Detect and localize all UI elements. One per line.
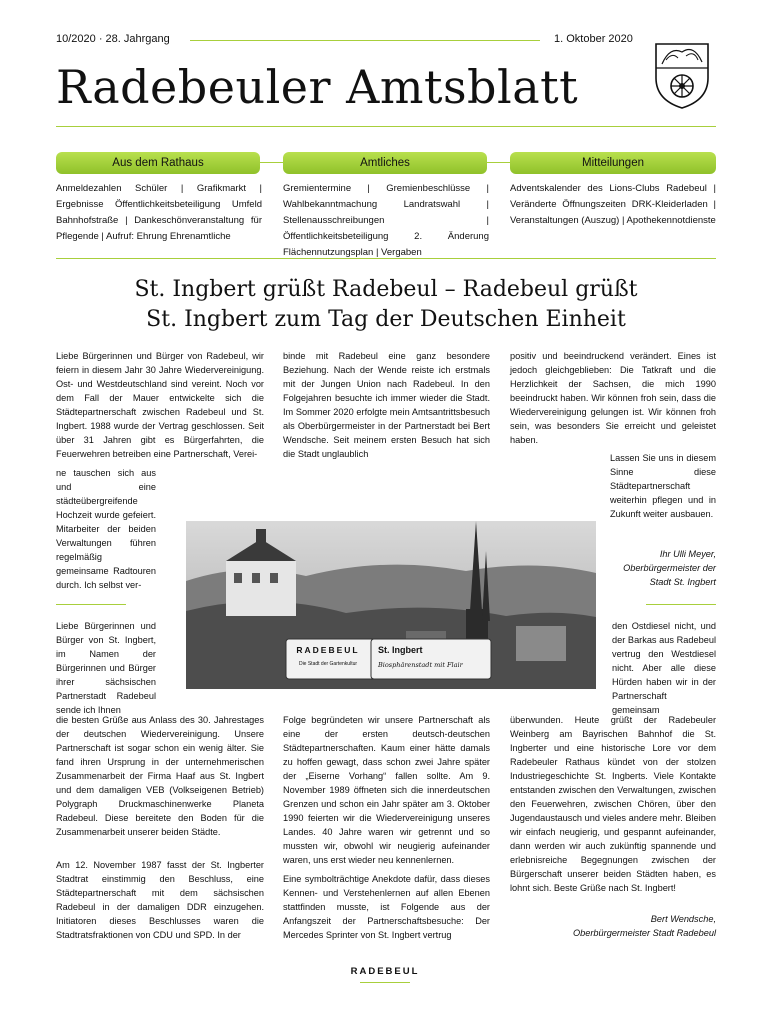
footer-radebeul-logo: RADEBEUL xyxy=(350,966,420,977)
article-photo xyxy=(186,521,596,689)
section-summary-mitteilungen: Adventskalender des Lions-Clubs Radebeul | Veränderte Öffnungszeiten DRK-Kleiderladen | Veranstaltungen (Auszug) | Apothekennotdienste xyxy=(510,183,716,226)
signature-bert-wendsche: Bert Wendsche, Oberbürgermeister Stadt Radebeul xyxy=(573,914,716,938)
article-col1-bottom-b: die besten Grüße aus Anlass des 30. Jahrestages der deutschen Wiedervereinigung. Unsere Partnerschaft ist sogar schon ein wenig älter. Sie fand ihren Ursprung in der unternehmerischen Zusammenarbeit der Firma Haaf aus St. Ingbert und dem damaligen VEB (Volkseigenen Betrieb) Polygraph Druckmaschinenwerke Planeta Radebeul. Diese bereitete den Boden für die Zusammenarbeit unserer beiden Städte. xyxy=(56,715,264,837)
st-ingbert-logo: St. Ingbert xyxy=(378,645,423,655)
article-col1-bottom-c: Am 12. November 1987 fasst der St. Ingberter Stadtrat einstimmig den Beschluss, eine Städtepartnerschaft mit dem sächsischen Radebeul in der damaligen DDR einzugehen. Initiatoren dieses Beschlusses waren die Stadtratsfraktionen von CDU und SPD. In der xyxy=(56,860,264,940)
radebeul-logo: RADEBEUL xyxy=(296,645,360,655)
section-summary-amtliches: Gremientermine | Gremienbeschlüsse | Wahlbekanntmachung Landratswahl | Stellenausschreibungen | Öffentlichkeitsbeteiligung 2. Änderung Flächennutzungsplan | Vergaben xyxy=(283,183,489,258)
section-tab-amtliches[interactable]: Amtliches xyxy=(283,152,487,174)
article-col3-top: positiv und beeindruckend verändert. Eines ist jedoch gleichgeblieben: Die Tatkraft und die Herzlichkeit der Sachsen, die mich 1990 beeindruckt haben. Wir können froh sein, dass die Wiedervereinigung gelungen ist. Wir können froh sein, was besonders Sie erreicht und geleistet haben. xyxy=(510,351,716,445)
section-bottom-divider xyxy=(56,258,716,259)
st-ingbert-logo-tagline: Biosphärenstadt mit Flair xyxy=(378,661,463,669)
section-summary-rathaus: Anmeldezahlen Schüler | Grafikmarkt | Ergebnisse Öffentlichkeitsbeteiligung Umfeld Bahnhofstraße | Dankeschönveranstaltung für Pflegende | Aufruf: Ehrung Ehrenamtliche xyxy=(56,183,262,242)
col1-divider xyxy=(56,604,126,605)
article-col2-bottom-a: Folge begründeten wir unsere Partnerschaft als eine der ersten deutsch-deutschen Städtepartnerschaften. Kaum einer hätte damals zu hoffen gewagt, dass schon zwei Jahre später der „Eiserne Vorhang“ fallen sollte. Am 9. November 1989 öffneten sich die innerdeutschen Grenzen und schon ein Jahr später am 3. Oktober 1990 feierten wir die Wiedervereinigung unseres Landes. 40 Jahre waren wir getrennt und so mussten wir, obwohl wir neugierig aufeinander waren, uns erst wieder neu kennenlernen. xyxy=(283,715,490,865)
article-col1-top-b: ne tauschen sich aus und eine städteübergreifende Hochzeit wurde gefeiert. Mitarbeiter der beiden Verwaltungen führen regelmäßig gemeinsame Radtouren durch. Ich selbst ver- xyxy=(56,468,156,590)
article-col3-mid: Lassen Sie uns in diesem Sinne diese Städtepartnerschaft weiterhin pflegen und in Zukunft weiter ausbauen. xyxy=(610,453,716,519)
radebeul-logo-tagline: Die Stadt der Gartenkultur xyxy=(298,661,358,667)
headline-line-2: St. Ingbert zum Tag der Deutschen Einheit xyxy=(146,307,626,332)
issue-number: 10/2020 · 28. Jahrgang xyxy=(56,33,170,45)
issue-date: 1. Oktober 2020 xyxy=(554,33,633,45)
article-col1-bottom-a: Liebe Bürgerinnen und Bürger von St. Ingbert, im Namen der Bürgerinnen und Bürger ihrer sächsischen Partnerstadt Radebeul sende ich Ihnen xyxy=(56,621,156,715)
article-col1-top-a: Liebe Bürgerinnen und Bürger von Radebeul, wir feiern in diesem Jahr 30 Jahre Wiedervereinigung. Ost- und Westdeutschland sind vereint. Noch vor dem Fall der Mauer entwickelte sich die Städtepartnerschaft zwischen Radebeul und St. Ingbert. 1988 wurde der Vertrag geschlossen. Seit über 31 Jahren gibt es Bürgerfahrten, die Feuerwehren betreiben eine Partnerschaft, Verei- xyxy=(56,351,264,459)
signature-ulli-meyer: Ihr Ulli Meyer, Oberbürgermeister der Stadt St. Ingbert xyxy=(623,549,716,587)
col3-divider xyxy=(646,604,716,605)
header-divider xyxy=(190,40,540,41)
article-col3-bottom-a: den Ostdiesel nicht, und der Barkas aus Radebeul vertrug den Westdiesel nicht. Aber alle diese Hürden haben wir in der Partnerschaft gemeinsam xyxy=(612,621,716,715)
article-col2-bottom-b: Eine symbolträchtige Anekdote dafür, dass dieses Kennen- und Verstehenlernen auf allen Ebenen stattfinden musste, ist Folgende aus der Anfangszeit der Partnerschaftsbesuche: Der Mercedes Sprinter von St. Ingbert vertrug xyxy=(283,874,490,940)
coat-of-arms-icon xyxy=(650,34,714,110)
footer-logo-underline xyxy=(360,982,410,983)
article-col3-bottom-b: überwunden. Heute grüßt der Radebeuler Weinberg am Bayrischen Bahnhof die St. Ingberter und eine historische Lore vor dem Radebeuler Rathaus kündet von der stolzen Industriegeschichte St. Ingberts. Viele Kontakte entstanden zwischen den Verwaltungen, zwischen den Feuerwehren, zwischen Chören, über den Jugendaustausch und vieles andere mehr. Bleiben wir einfach neugierig, und gespannt aufeinander, dann werden wir auch zukünftig spannende und erlebnisreiche Begegnungen zwischen der Bürgerschaft unserer beiden Städten haben, es lohnt sich. Beste Grüße nach St. Ingbert! xyxy=(510,715,716,893)
section-tab-rathaus[interactable]: Aus dem Rathaus xyxy=(56,152,260,174)
section-tab-mitteilungen[interactable]: Mitteilungen xyxy=(510,152,716,174)
masthead-title: Radebeuler Amtsblatt xyxy=(56,60,579,114)
headline-line-1: St. Ingbert grüßt Radebeul – Radebeul grüßt xyxy=(134,277,638,302)
masthead-divider xyxy=(56,126,716,127)
article-headline xyxy=(56,275,716,335)
article-col2-top: binde mit Radebeul eine ganz besondere Beziehung. Nach der Wende reiste ich erstmals mit der Jungen Union nach Radebeul. In den Folgejahren besuchte ich immer wieder die Stadt. Im Sommer 2020 erfolgte mein Amtsantrittsbesuch als Oberbürgermeister in der Partnerstadt bei Bert Wendsche. Seit meinem ersten Besuch hat sich die Stadt unglaublich xyxy=(283,351,490,459)
